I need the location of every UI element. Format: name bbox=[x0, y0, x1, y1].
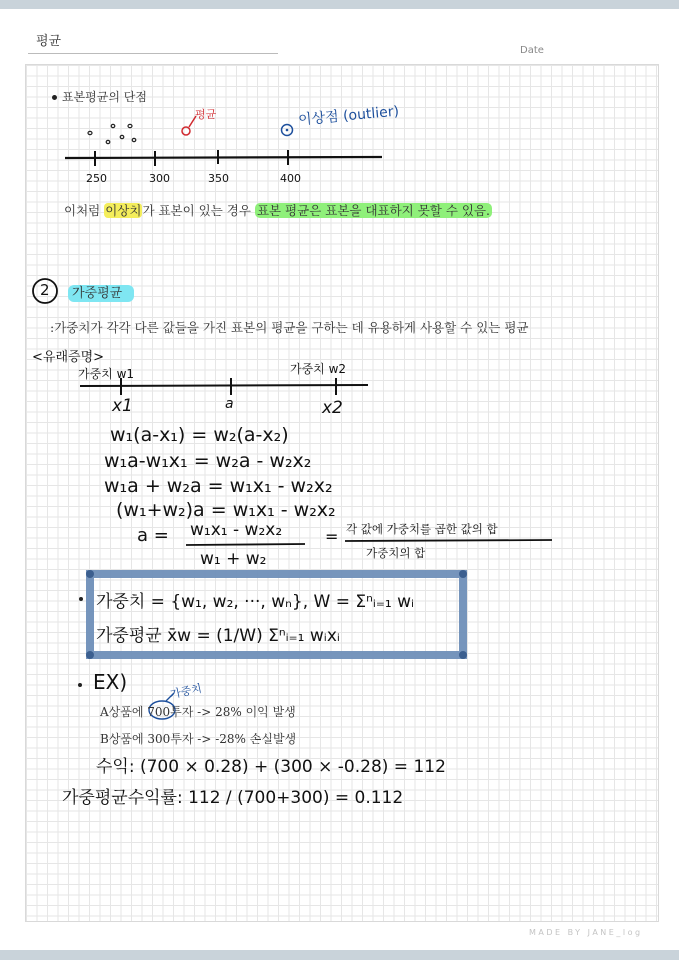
weight2-label: 가중치 w2 bbox=[290, 362, 347, 376]
proof-label: <유래증명> bbox=[32, 350, 105, 365]
note-text: 이처럼 bbox=[64, 203, 105, 218]
page-title: 평균 bbox=[36, 34, 62, 49]
weight-set-formula: 가중치 = {w₁, w₂, ···, wₙ}, W = Σⁿᵢ₌₁ wᵢ bbox=[96, 592, 415, 612]
weighted-mean-formula: 가중평균 x̄w = (1/W) Σⁿᵢ₌₁ wᵢxᵢ bbox=[96, 626, 340, 646]
footer-brand: MADE BY JANE_log bbox=[529, 928, 643, 937]
equation-5-denominator: w₁ + w₂ bbox=[200, 549, 267, 569]
highlight-heading: 가중평균 bbox=[68, 285, 134, 302]
equation-5-word-numerator: 각 값에 가중치를 곱한 값의 합 bbox=[346, 522, 498, 536]
highlight-conclusion: 표본 평균은 표본을 대표하지 못할 수 있음. bbox=[256, 203, 491, 218]
example-line-2: B상품에 300투자 -> -28% 손실발생 bbox=[100, 732, 297, 746]
axis-label-x2: x2 bbox=[322, 398, 343, 418]
outlier-heading: 표본평균의 단점 bbox=[62, 90, 147, 104]
axis-label-x1: x1 bbox=[112, 396, 133, 416]
axis-label-a: a bbox=[225, 396, 234, 412]
weight-annotation: 가중치 bbox=[169, 681, 203, 702]
date-label: Date bbox=[520, 45, 544, 56]
equation-1: w₁(a-x₁) = w₂(a-x₂) bbox=[110, 424, 289, 446]
bottom-bar bbox=[0, 950, 679, 960]
tick-label: 350 bbox=[208, 172, 229, 185]
example-line-1: A상품에 700투자 -> 28% 이익 발생 bbox=[100, 705, 296, 719]
equation-5-lhs: a = bbox=[137, 525, 169, 546]
note-text: 가 표본이 있는 경우 bbox=[142, 203, 255, 218]
equation-5-numerator: w₁x₁ - w₂x₂ bbox=[190, 520, 283, 540]
equation-3: w₁a + w₂a = w₁x₁ - w₂x₂ bbox=[104, 475, 333, 497]
tick-label: 250 bbox=[86, 172, 107, 185]
mean-label: 평균 bbox=[195, 108, 217, 121]
equation-5-equals: = bbox=[325, 527, 339, 546]
rate-calculation: 가중평균수익률: 112 / (700+300) = 0.112 bbox=[62, 788, 404, 808]
tick-label: 300 bbox=[149, 172, 170, 185]
section-number: 2 bbox=[40, 281, 50, 299]
profit-calculation: 수익: (700 × 0.28) + (300 × -0.28) = 112 bbox=[96, 757, 446, 777]
equation-4: (w₁+w₂)a = w₁x₁ - w₂x₂ bbox=[116, 499, 336, 521]
weighted-definition: :가중치가 각각 다른 값들을 가진 표본의 평균을 구하는 데 유용하게 사용할 수 있는 평균 bbox=[50, 320, 529, 335]
weight1-label: 가중치 w1 bbox=[78, 367, 135, 381]
equation-5-word-denominator: 가중치의 합 bbox=[366, 546, 426, 560]
tick-label: 400 bbox=[280, 172, 301, 185]
outlier-label: 이상점 (outlier) bbox=[297, 103, 400, 129]
highlight-outlier: 이상치 bbox=[105, 203, 142, 218]
equation-2: w₁a-w₁x₁ = w₂a - w₂x₂ bbox=[104, 450, 312, 472]
example-label: EX) bbox=[93, 670, 128, 694]
